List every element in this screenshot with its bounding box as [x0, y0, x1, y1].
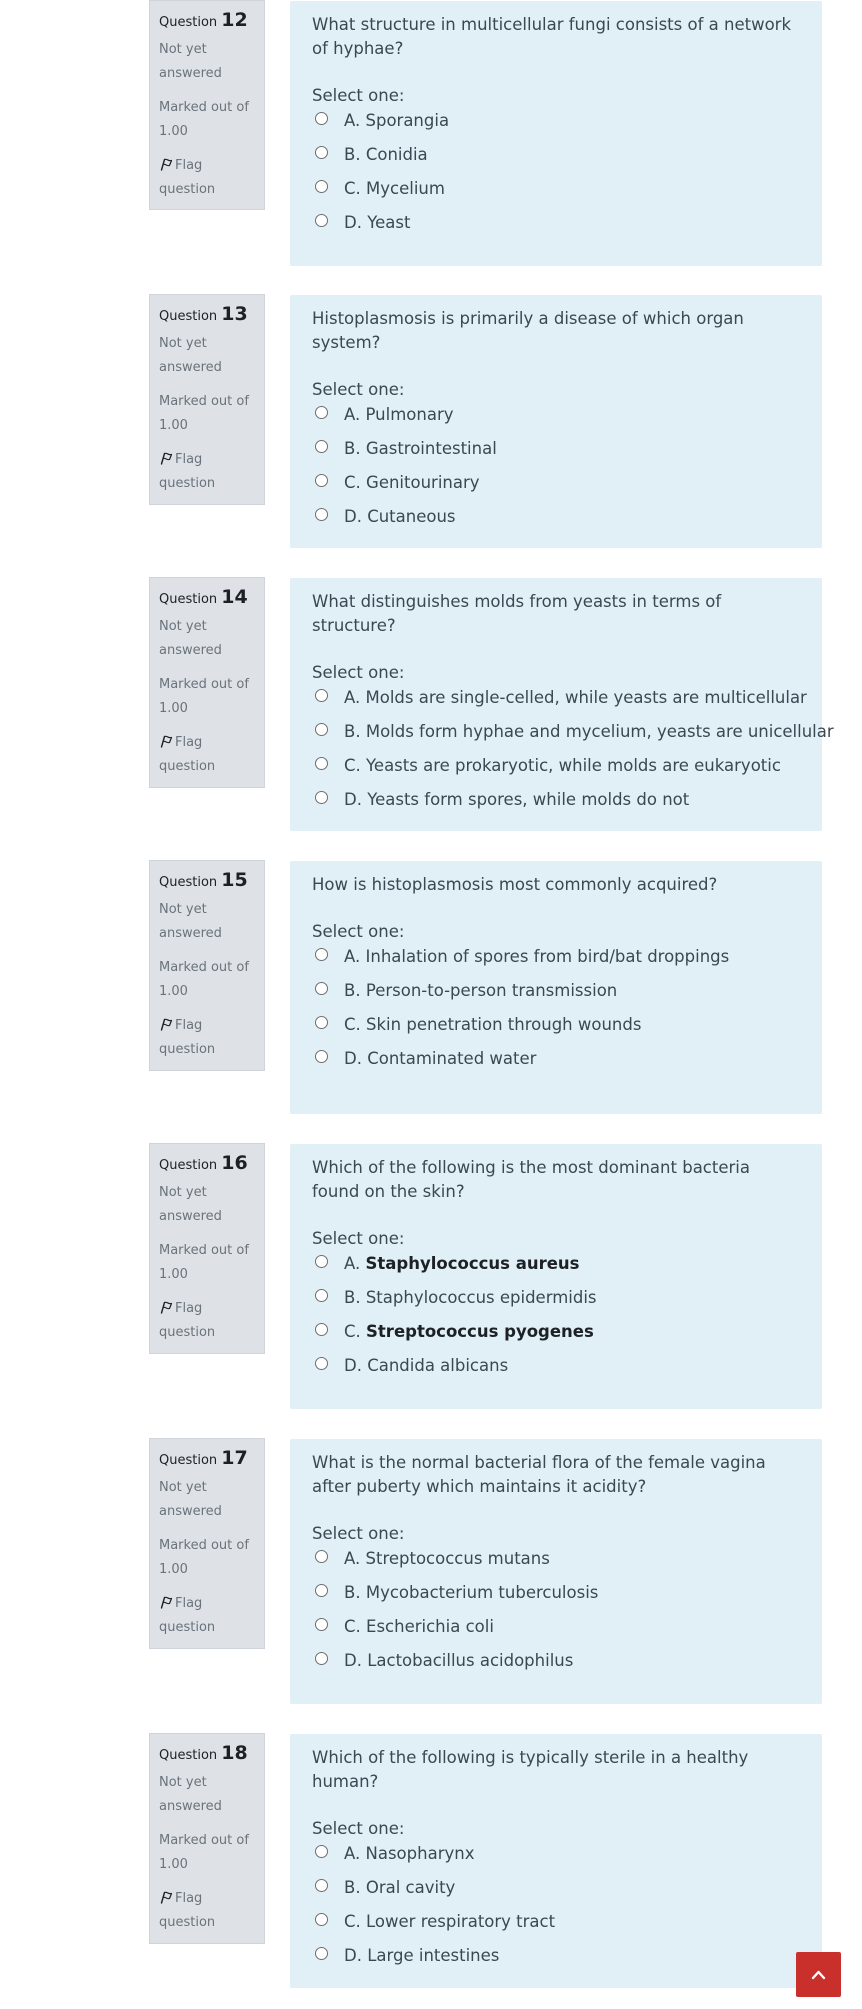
answer-radio[interactable]: [315, 146, 328, 159]
question-label: Question: [159, 1158, 218, 1173]
question-number: [159, 301, 256, 330]
question-text: What distinguishes molds from yeasts in terms of structure?: [312, 592, 722, 635]
flag-question-label: Flag question: [159, 1301, 216, 1340]
select-one-prompt: Select one:: [312, 663, 405, 682]
question-content: [290, 1144, 822, 1409]
answer-option[interactable]: [312, 1547, 801, 1581]
question-state: Not yet answered: [159, 1480, 222, 1519]
answer-letter: B.: [344, 1583, 361, 1602]
answer-letter: A.: [344, 111, 361, 130]
answer-option[interactable]: [312, 1581, 801, 1615]
answer-radio[interactable]: [315, 723, 328, 736]
question-number: [159, 1740, 256, 1769]
answer-text: Candida albicans: [367, 1356, 509, 1375]
flag-icon: [159, 734, 173, 748]
answer-letter: A.: [344, 1844, 361, 1863]
answer-text: Streptococcus mutans: [365, 1549, 550, 1568]
answer-label[interactable]: [344, 1354, 508, 1378]
answer-label[interactable]: [344, 505, 456, 529]
question-info: [149, 0, 265, 210]
answer-letter: B.: [344, 722, 361, 741]
question-grade: Marked out of 1.00: [159, 1833, 249, 1872]
answer-text: Pulmonary: [365, 405, 454, 424]
answer-option[interactable]: [312, 1320, 801, 1354]
answer-letter: A.: [344, 1549, 361, 1568]
answer-option[interactable]: [312, 754, 801, 788]
answer-radio[interactable]: [315, 1652, 328, 1665]
answer-option[interactable]: [312, 1842, 801, 1876]
answer-letter: C.: [344, 473, 361, 492]
answer-label[interactable]: [344, 437, 497, 461]
question-info: [149, 1438, 265, 1649]
flag-question-link[interactable]: [159, 1592, 256, 1640]
question-text: What is the normal bacterial flora of the female vagina after puberty which maintains it acidity?: [312, 1453, 766, 1496]
answer-label[interactable]: [344, 1047, 536, 1071]
answer-letter: C.: [344, 1322, 361, 1341]
answer-text: Gastrointestinal: [365, 439, 497, 458]
answer-text: Nasopharynx: [365, 1844, 475, 1863]
question-grade: Marked out of 1.00: [159, 100, 249, 139]
answer-label[interactable]: [344, 754, 781, 778]
answer-letter: D.: [344, 1356, 362, 1375]
answer-text: Cutaneous: [367, 507, 456, 526]
answer-text: Lactobacillus acidophilus: [367, 1651, 574, 1670]
flag-icon: [159, 1017, 173, 1031]
answer-text: Lower respiratory tract: [366, 1912, 556, 1931]
question-content: [290, 861, 822, 1114]
answer-letter: B.: [344, 981, 361, 1000]
answer-letter: A.: [344, 405, 361, 424]
question-label: Question: [159, 15, 218, 30]
question-info: [149, 860, 265, 1071]
answer-text: Skin penetration through wounds: [366, 1015, 642, 1034]
answer-radio[interactable]: [315, 440, 328, 453]
answer-letter: A.: [344, 1254, 361, 1273]
answer-option[interactable]: [312, 788, 801, 822]
answer-radio[interactable]: [315, 1016, 328, 1029]
answer-text: Yeast: [367, 213, 411, 232]
answer-option[interactable]: [312, 1354, 801, 1388]
question-num: 15: [221, 869, 248, 891]
flag-question-label: Flag question: [159, 158, 216, 197]
answer-label[interactable]: [344, 1876, 455, 1900]
question-num: 14: [221, 586, 248, 608]
answer-label[interactable]: [344, 109, 449, 133]
answer-option[interactable]: [312, 437, 801, 471]
question-label: Question: [159, 875, 218, 890]
answer-radio[interactable]: [315, 474, 328, 487]
question-content: [290, 578, 834, 831]
answer-text: Mycelium: [366, 179, 445, 198]
question-label: Question: [159, 309, 218, 324]
question-state: Not yet answered: [159, 42, 222, 81]
answer-label[interactable]: [344, 686, 807, 710]
answer-label[interactable]: [344, 1252, 579, 1276]
answer-option[interactable]: [312, 109, 801, 143]
answer-text: Large intestines: [367, 1946, 500, 1965]
answer-text: Molds are single-celled, while yeasts are multicellular: [365, 688, 807, 707]
flag-icon: [159, 157, 173, 171]
select-one-prompt: Select one:: [312, 1229, 405, 1248]
question-number: [159, 584, 256, 613]
answer-label[interactable]: [344, 403, 454, 427]
answer-option[interactable]: [312, 1615, 801, 1649]
question-state: Not yet answered: [159, 336, 222, 375]
answer-radio[interactable]: [315, 1323, 328, 1336]
question-state: Not yet answered: [159, 902, 222, 941]
answer-letter: B.: [344, 145, 361, 164]
question-text: Which of the following is the most dominant bacteria found on the skin?: [312, 1158, 750, 1201]
answer-label[interactable]: [344, 1649, 573, 1673]
question-content: [290, 1, 822, 266]
answer-radio[interactable]: [315, 1550, 328, 1563]
answer-radio[interactable]: [315, 508, 328, 521]
answer-label[interactable]: [344, 177, 445, 201]
answer-label[interactable]: [344, 1320, 594, 1344]
answer-radio[interactable]: [315, 1357, 328, 1370]
answer-text: Sporangia: [365, 111, 450, 130]
question-number: [159, 7, 256, 36]
answer-letter: D.: [344, 1946, 362, 1965]
question-state: Not yet answered: [159, 619, 222, 658]
question-grade: Marked out of 1.00: [159, 394, 249, 433]
answer-letter: C.: [344, 1015, 361, 1034]
answer-radio[interactable]: [315, 1879, 328, 1892]
answer-radio[interactable]: [315, 1947, 328, 1960]
answer-label[interactable]: [344, 1910, 555, 1934]
answer-label[interactable]: [344, 979, 617, 1003]
flag-question-link[interactable]: [159, 1014, 256, 1062]
answer-radio[interactable]: [315, 689, 328, 702]
question-state: Not yet answered: [159, 1775, 222, 1814]
answer-radio[interactable]: [315, 1618, 328, 1631]
question-text: Histoplasmosis is primarily a disease of which organ system?: [312, 309, 744, 352]
question-info: [149, 1733, 265, 1944]
question-number: [159, 1445, 256, 1474]
answer-radio[interactable]: [315, 1913, 328, 1926]
answer-text: Oral cavity: [365, 1878, 456, 1897]
flag-icon: [159, 1595, 173, 1609]
answer-label[interactable]: [344, 788, 689, 812]
answer-label[interactable]: [344, 211, 410, 235]
answer-text: Escherichia coli: [366, 1617, 494, 1636]
question-grade: Marked out of 1.00: [159, 960, 249, 999]
answer-letter: B.: [344, 1288, 361, 1307]
answer-radio[interactable]: [315, 214, 328, 227]
answer-text: Yeasts form spores, while molds do not: [367, 790, 690, 809]
answer-radio[interactable]: [315, 180, 328, 193]
question-content: [290, 1439, 822, 1704]
answer-letter: C.: [344, 179, 361, 198]
flag-question-label: Flag question: [159, 1018, 216, 1057]
answer-text: Molds form hyphae and mycelium, yeasts are unicellular: [365, 722, 834, 741]
answer-label[interactable]: [344, 1842, 474, 1866]
answer-text: Mycobacterium tuberculosis: [365, 1583, 599, 1602]
answer-letter: B.: [344, 439, 361, 458]
answer-letter: C.: [344, 756, 361, 775]
answer-label[interactable]: [344, 1547, 550, 1571]
question-info: [149, 294, 265, 505]
back-to-top-button[interactable]: [796, 1952, 841, 1997]
answer-text: Contaminated water: [367, 1049, 537, 1068]
answer-radio[interactable]: [315, 406, 328, 419]
answer-text: Staphylococcus epidermidis: [365, 1288, 597, 1307]
flag-question-label: Flag question: [159, 735, 216, 774]
answer-radio[interactable]: [315, 1289, 328, 1302]
answer-radio[interactable]: [315, 982, 328, 995]
question-grade: Marked out of 1.00: [159, 1538, 249, 1577]
flag-icon: [159, 1890, 173, 1904]
answer-option[interactable]: [312, 945, 801, 979]
question-text: How is histoplasmosis most commonly acquired?: [312, 875, 718, 894]
answer-option[interactable]: [312, 1910, 801, 1944]
answer-label[interactable]: [344, 1286, 597, 1310]
answer-label[interactable]: [344, 1615, 494, 1639]
flag-question-link[interactable]: [159, 1887, 256, 1935]
answer-letter: B.: [344, 1878, 361, 1897]
answer-option[interactable]: [312, 1286, 801, 1320]
answer-option[interactable]: [312, 177, 801, 211]
answer-text: Conidia: [365, 145, 428, 164]
select-one-prompt: Select one:: [312, 1819, 405, 1838]
question-content: [290, 1734, 822, 1988]
answer-text: Yeasts are prokaryotic, while molds are eukaryotic: [366, 756, 781, 775]
question-label: Question: [159, 1748, 218, 1763]
answer-option[interactable]: [312, 403, 801, 437]
answer-option[interactable]: [312, 1876, 801, 1910]
answer-text: Person-to-person transmission: [365, 981, 618, 1000]
question-label: Question: [159, 1453, 218, 1468]
answer-option[interactable]: [312, 505, 801, 539]
answer-label[interactable]: [344, 1581, 598, 1605]
select-one-prompt: Select one:: [312, 86, 405, 105]
answer-label[interactable]: [344, 143, 428, 167]
question-text: What structure in multicellular fungi consists of a network of hyphae?: [312, 15, 791, 58]
question-state: Not yet answered: [159, 1185, 222, 1224]
question-num: 16: [221, 1152, 248, 1174]
answer-label[interactable]: [344, 1013, 641, 1037]
question-label: Question: [159, 592, 218, 607]
question-content: [290, 295, 822, 548]
question-text: Which of the following is typically sterile in a healthy human?: [312, 1748, 749, 1791]
answer-radio[interactable]: [315, 791, 328, 804]
flag-question-label: Flag question: [159, 1891, 216, 1930]
answer-option[interactable]: [312, 720, 834, 754]
answer-label[interactable]: [344, 1944, 499, 1968]
answer-radio[interactable]: [315, 948, 328, 961]
answer-letter: D.: [344, 507, 362, 526]
answer-option[interactable]: [312, 979, 801, 1013]
answer-option[interactable]: [312, 1047, 801, 1081]
answer-option[interactable]: [312, 686, 807, 720]
answer-text: Streptococcus pyogenes: [366, 1322, 594, 1341]
question-number: [159, 867, 256, 896]
answer-option[interactable]: [312, 471, 801, 505]
answer-radio[interactable]: [315, 1255, 328, 1268]
flag-icon: [159, 451, 173, 465]
answer-radio[interactable]: [315, 1050, 328, 1063]
answer-radio[interactable]: [315, 112, 328, 125]
answer-option[interactable]: [312, 1252, 801, 1286]
answer-letter: C.: [344, 1617, 361, 1636]
answer-radio[interactable]: [315, 757, 328, 770]
select-one-prompt: Select one:: [312, 1524, 405, 1543]
answer-option[interactable]: [312, 1944, 801, 1978]
question-grade: Marked out of 1.00: [159, 1243, 249, 1282]
question-num: 13: [221, 303, 248, 325]
answer-option[interactable]: [312, 143, 801, 177]
answer-label[interactable]: [344, 471, 480, 495]
flag-question-label: Flag question: [159, 452, 216, 491]
flag-question-link[interactable]: [159, 448, 256, 496]
flag-question-link[interactable]: [159, 731, 256, 779]
flag-icon: [159, 1300, 173, 1314]
answer-letter: D.: [344, 1049, 362, 1068]
question-number: [159, 1150, 256, 1179]
question-grade: Marked out of 1.00: [159, 677, 249, 716]
answer-option[interactable]: [312, 211, 801, 245]
question-info: [149, 1143, 265, 1354]
answer-letter: A.: [344, 688, 361, 707]
answer-option[interactable]: [312, 1013, 801, 1047]
chevron-up-icon: [810, 1966, 827, 1983]
answer-letter: C.: [344, 1912, 361, 1931]
answer-letter: D.: [344, 790, 362, 809]
question-info: [149, 577, 265, 788]
flag-question-link[interactable]: [159, 154, 256, 202]
answer-letter: A.: [344, 947, 361, 966]
question-num: 17: [221, 1447, 248, 1469]
select-one-prompt: Select one:: [312, 380, 405, 399]
answer-letter: D.: [344, 1651, 362, 1670]
select-one-prompt: Select one:: [312, 922, 405, 941]
answer-label[interactable]: [344, 720, 834, 744]
flag-question-label: Flag question: [159, 1596, 216, 1635]
answer-radio[interactable]: [315, 1584, 328, 1597]
answer-label[interactable]: [344, 945, 729, 969]
answer-letter: D.: [344, 213, 362, 232]
answer-option[interactable]: [312, 1649, 801, 1683]
answer-radio[interactable]: [315, 1845, 328, 1858]
question-num: 12: [221, 9, 248, 31]
answer-text: Genitourinary: [366, 473, 480, 492]
flag-question-link[interactable]: [159, 1297, 256, 1345]
answer-text: Staphylococcus aureus: [365, 1254, 580, 1273]
answer-text: Inhalation of spores from bird/bat droppings: [365, 947, 730, 966]
question-num: 18: [221, 1742, 248, 1764]
